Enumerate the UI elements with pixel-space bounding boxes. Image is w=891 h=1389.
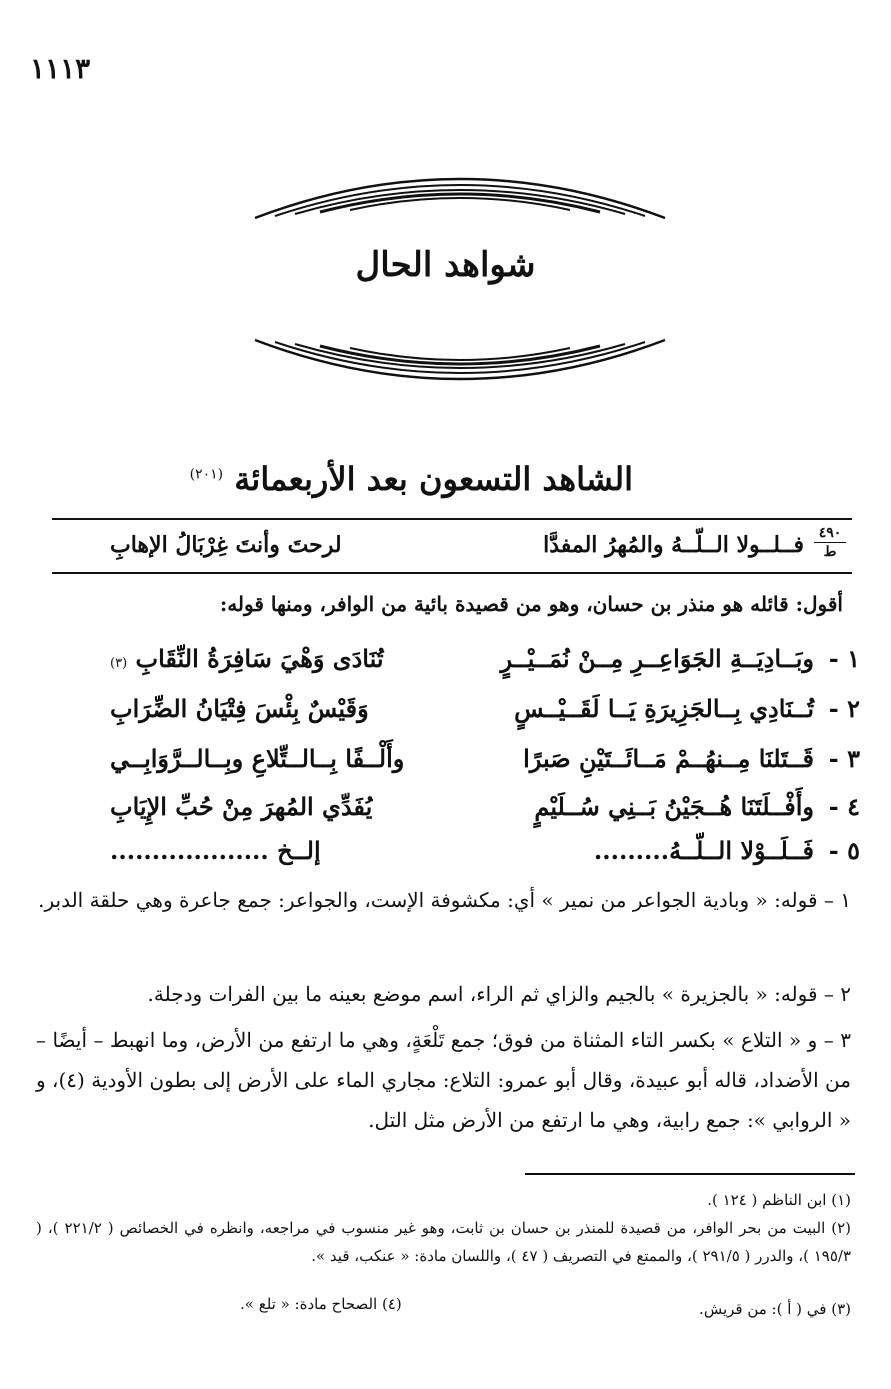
- top-arch-ornament: [250, 150, 670, 220]
- poem-hemistich-2-text: تُنَادَى وَهْيَ سَافِرَةُ النِّقَابِ: [135, 644, 384, 673]
- poem-hemistich-2: وَقَيْسٌ بِئْسَ فِتْيَانُ الضِّرَابِ: [110, 694, 369, 723]
- poem-hemistich-1: وأَفْــلَتَنَا هُــجَيْنُ بَــنِي سُــلَيْمٍ: [534, 792, 814, 821]
- footnote: (١) ابن الناظم ( ١٢٤ ).: [707, 1191, 851, 1209]
- poem-line: [60, 640, 860, 680]
- poem-line-number: ١ -: [828, 644, 860, 673]
- poem-line-number: ٥ -: [828, 836, 860, 865]
- poem-line-number: ٣ -: [828, 744, 860, 773]
- witness-title-text: الشاهد التسعون بعد الأربعمائة: [234, 460, 633, 498]
- intro-paragraph: [63, 592, 843, 616]
- chapter-title: شواهد الحال: [355, 245, 536, 285]
- intro-text: قائله هو منذر بن حسان، وهو من قصيدة بائية من الوافر، ومنها قوله:: [219, 592, 796, 616]
- intro-label: أقول:: [795, 592, 843, 616]
- verse-top-rule: [52, 518, 852, 520]
- poem-hemistich-2: [110, 644, 384, 673]
- poem-hemistich-2: يُفَدِّي المُهرَ مِنْ حُبِّ الإِيَابِ: [110, 792, 373, 821]
- poem-hemistich-2: إلــخ ...................: [110, 836, 321, 865]
- poem-footnote-ref: (٣): [110, 656, 128, 671]
- poem-line-number: ٤ -: [828, 792, 860, 821]
- main-verse-hemistich-2: لرحتَ وأنتَ غِرْبَالُ الإهابِ: [110, 532, 342, 558]
- poem-line: [60, 832, 860, 872]
- footnote: (٢) البيت من بحر الوافر، من قصيدة للمنذر بن حسان بن ثابت، وهو غير منسوب في مراجعه، وانظره في الخصائص ( ٢٢١/٢ )، ( ١٩٥/٣ )، والدرر ( ٢٩١/٥ )، والممتع في التصريف ( ٤٧ )، واللسان مادة: « عنكب، قيد ».: [36, 1219, 851, 1265]
- page-number: ١١١٣: [30, 52, 91, 85]
- poem-line: [60, 740, 860, 780]
- main-verse-hemistich-1: فــلــولا الــلّــهُ والمُهرُ المفدَّا: [543, 532, 804, 558]
- commentary-paragraph: ١ – قوله: « وبادية الجواعر من نمير » أي: مكشوفة الإست، والجواعر: جمع جاعرة وهي حلقة الدبر.: [38, 888, 851, 912]
- bottom-arch-ornament: [250, 338, 670, 408]
- poem-hemistich-1: فَــلَــوْلا الــلّــهُ.........: [593, 836, 814, 865]
- footnote-separator: [525, 1173, 855, 1175]
- commentary-paragraph: ٢ – قوله: « بالجزيرة » بالجيم والزاي ثم الراء، اسم موضع بعينه ما بين الفرات ودجلة.: [147, 982, 851, 1006]
- main-verse: [60, 526, 850, 566]
- witness-footnote-ref: (٢٠١): [189, 466, 224, 483]
- poem-line-number: ٢ -: [828, 694, 860, 723]
- poem-hemistich-1: وبَــادِيَــةِ الجَوَاعِــرِ مِــنْ نُمَــيْــرٍ: [500, 644, 814, 673]
- witness-title: [190, 460, 633, 498]
- poem-hemistich-1: قَــتَلنَا مِــنهُــمْ مَــائَــتَيْنِ صَبرًا: [523, 744, 814, 773]
- verse-bottom-rule: [52, 572, 852, 574]
- poem-line: [60, 690, 860, 730]
- poem-hemistich-1: تُــنَادِي بِــالجَزِيرَةِ يَــا لَقَــيْــسٍ: [514, 694, 814, 723]
- footnote: (٣) في ( أ ): من قريش.: [699, 1300, 851, 1318]
- verse-number-bar: [814, 542, 846, 543]
- poem-hemistich-2: وأَلْــفًا بِــالــتِّلاعِ وبِــالــرَّوَابِــي: [110, 744, 405, 773]
- footnote-4: (٤) الصحاح مادة: « تلع ».: [240, 1295, 402, 1313]
- poem-line: [60, 788, 860, 828]
- verse-number: ٤٩٠: [818, 525, 842, 541]
- commentary-paragraph: ٣ – و « التلاع » بكسر التاء المثناة من فوق؛ جمع تَلْعَةٍ، وهي ما ارتفع من الأرض، وما انهبط – أيضًا – من الأضداد، قاله أبو عبيدة، وقال أبو عمرو: التلاع: مجاري الماء على الأرض إلى بطون الأودية (٤)، و « الروابي »: جمع رابية، وهي ما ارتفع من الأرض مثل التل.: [36, 1028, 851, 1132]
- verse-marker: ط: [823, 544, 837, 560]
- verse-number-box: [810, 526, 850, 559]
